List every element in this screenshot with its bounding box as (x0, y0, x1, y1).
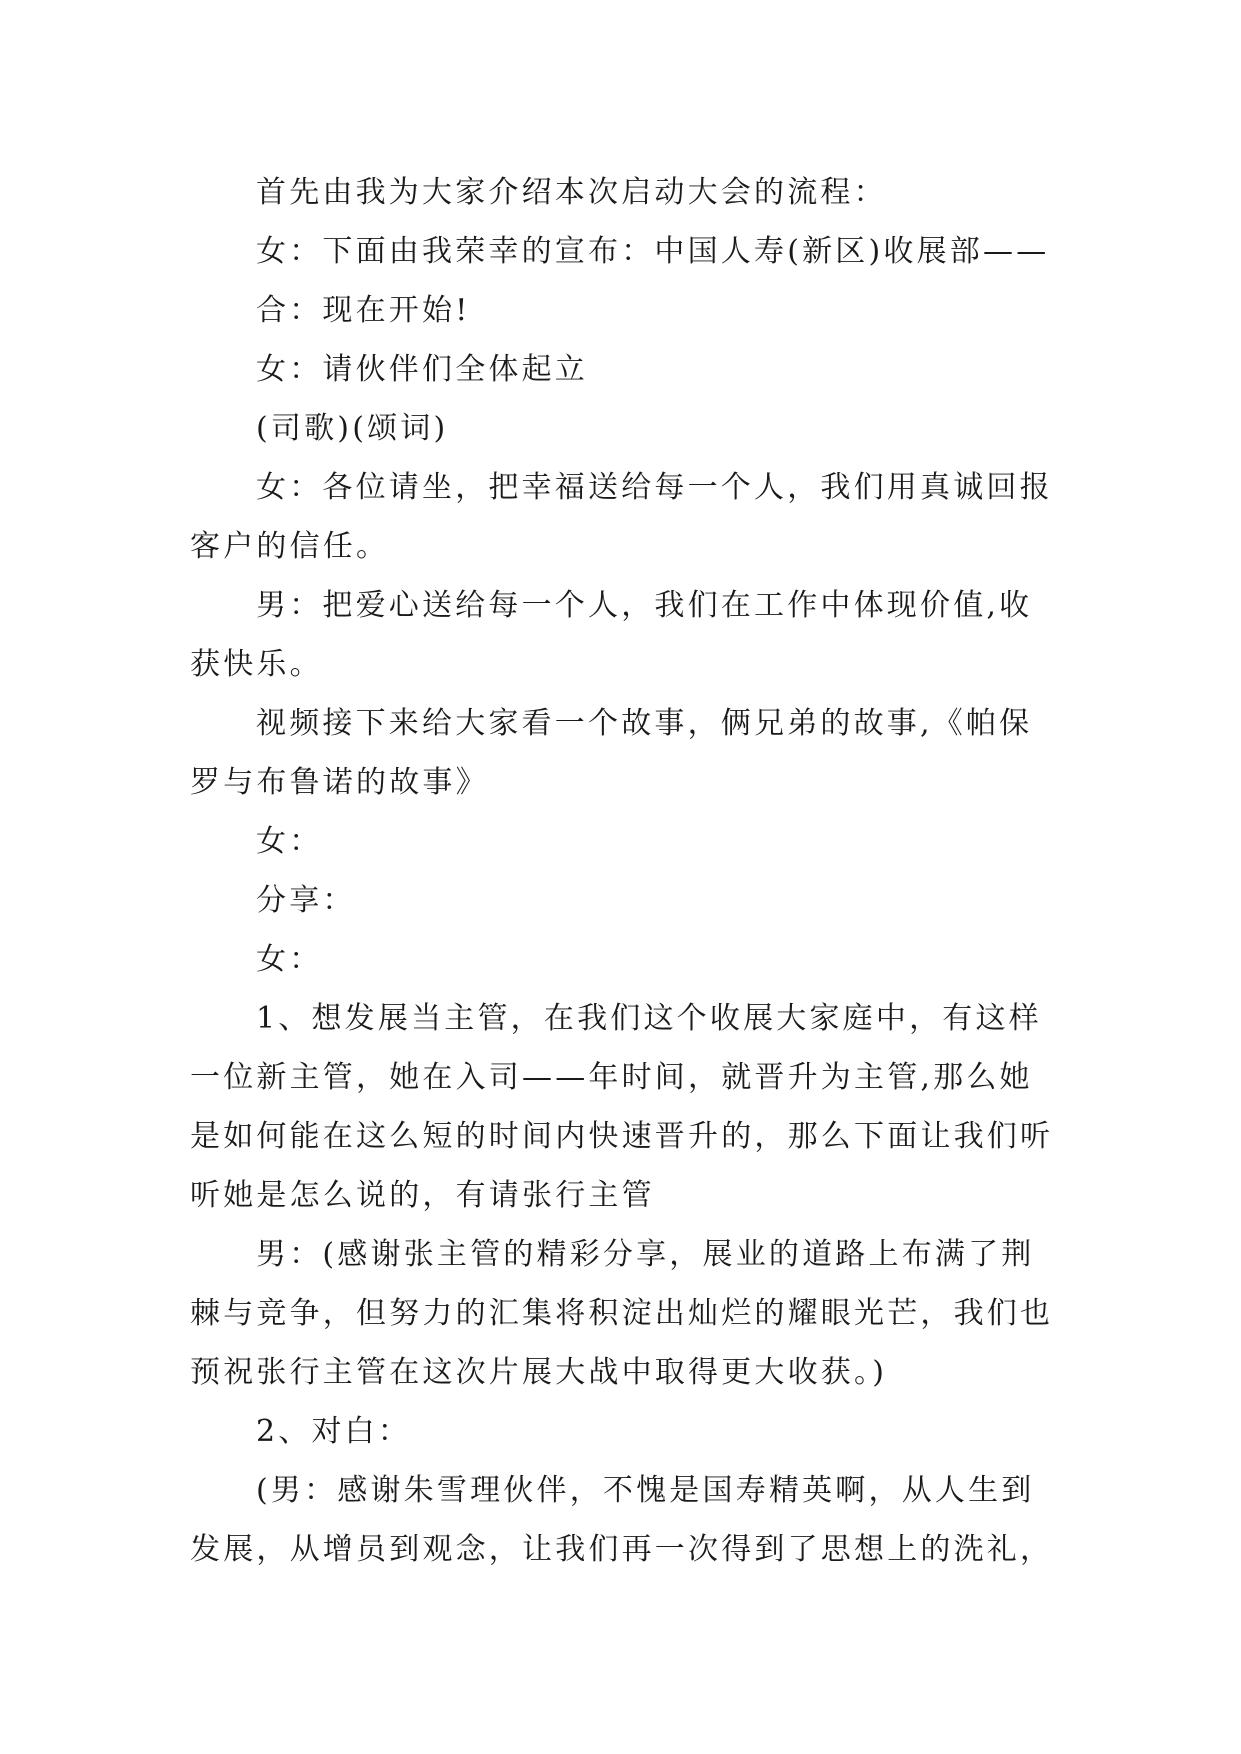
paragraph: 视频接下来给大家看一个故事，俩兄弟的故事,《帕保罗与布鲁诺的故事》 (190, 706, 1033, 800)
paragraph: 首先由我为大家介绍本次启动大会的流程： (256, 175, 887, 210)
paragraph: 男：把爱心送给每一个人，我们在工作中体现价值,收获快乐。 (190, 588, 1033, 682)
paragraph: 女：各位请坐，把幸福送给每一个人，我们用真诚回报客户的信任。 (190, 470, 1053, 564)
paragraph: 女： (256, 942, 323, 977)
paragraph: 男：(感谢张主管的精彩分享，展业的道路上布满了荆棘与竞争，但努力的汇集将积淀出灿烂的耀眼光芒，我们也预祝张行主管在这次片展大战中取得更大收获。) (190, 1237, 1054, 1390)
paragraph: 女：请伙伴们全体起立 (256, 352, 588, 387)
paragraph: 1、想发展当主管，在我们这个收展大家庭中，有这样一位新主管，她在入司——年时间，就晋升为主管,那么她是如何能在这么短的时间内快速晋升的，那么下面让我们听听她是怎么说的，有请张行主管 (190, 1001, 1054, 1213)
paragraph: (男：感谢朱雪理伙伴，不愧是国寿精英啊，从人生到发展，从增员到观念，让我们再一次得到了思想上的洗礼， (190, 1473, 1054, 1567)
paragraph: (司歌)(颂词) (256, 411, 449, 446)
document-body (190, 163, 1060, 1579)
paragraph: 分享： (256, 883, 356, 918)
paragraph: 合：现在开始! (256, 293, 471, 328)
paragraph: 2、对白： (256, 1414, 412, 1449)
paragraph: 女：下面由我荣幸的宣布：中国人寿(新区)收展部—— (256, 234, 1050, 269)
paragraph: 女： (256, 824, 323, 859)
